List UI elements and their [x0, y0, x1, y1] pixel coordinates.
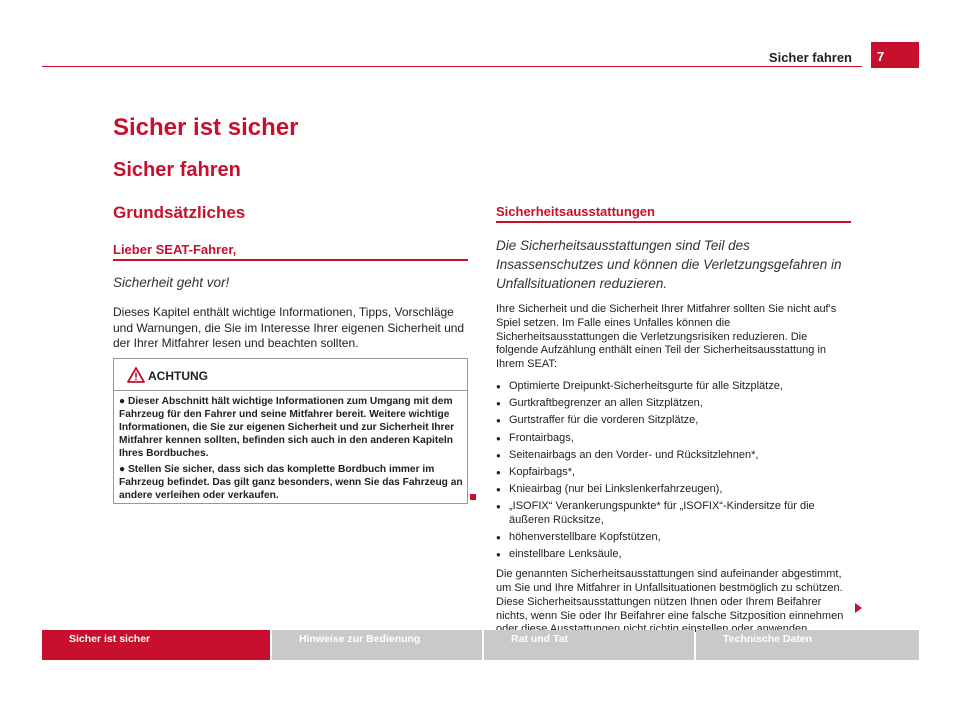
- right-column: [496, 204, 851, 637]
- header-section-title: Sicher fahren: [768, 50, 852, 65]
- continue-arrow-icon: [855, 603, 862, 613]
- list-item: ● Kopfairbags*,: [496, 466, 851, 480]
- warning-title: ACHTUNG: [148, 369, 208, 383]
- footer-tab-bedienung[interactable]: Hinweise zur Bedienung: [272, 630, 482, 660]
- warning-body: [114, 391, 467, 502]
- section-title: Sicher fahren: [113, 159, 241, 181]
- list-item: ● Gurtkraftbegrenzer an allen Sitzplätzen,: [496, 397, 851, 411]
- left-column: [113, 242, 468, 352]
- safety-features-list: [496, 380, 851, 562]
- list-item: ● Seitenairbags an den Vorder- und Rücksitzlehnen*,: [496, 449, 851, 463]
- header-rule: [42, 66, 862, 67]
- list-item: ● Gurtstraffer für die vorderen Sitzplätze,: [496, 414, 851, 428]
- warning-item: ● Dieser Abschnitt hält wichtige Informationen zum Umgang mit dem Fahrzeug für den Fahrer und seine Mitfahrer bereit. Weitere wichtige Informationen, die Sie zur eigenen Sicherheit und zur Sicherheit Ihrer Mitfahrer kennen sollten, befinden sich auch in den anderen Kapiteln Ihres Bordbuches.: [119, 396, 455, 459]
- page-number: 7: [871, 42, 919, 68]
- list-item: ● höhenverstellbare Kopfstützen,: [496, 531, 851, 545]
- list-item: ● einstellbare Lenksäule,: [496, 548, 851, 562]
- list-item: ● Frontairbags,: [496, 432, 851, 446]
- list-item: ● Optimierte Dreipunkt-Sicherheitsgurte für alle Sitzplätze,: [496, 380, 851, 394]
- right-subhead: Sicherheitsausstattungen: [496, 204, 851, 223]
- left-body: Dieses Kapitel enthält wichtige Informationen, Tipps, Vorschläge und Warnungen, die Sie im Interesse Ihrer eigenen Sicherheit und der Ihrer Mitfahrer lesen und beachten sollten.: [113, 305, 465, 350]
- warning-header: [114, 359, 467, 391]
- right-intro: Ihre Sicherheit und die Sicherheit Ihrer Mitfahrer sollten Sie nicht auf's Spiel setzen. Im Falle eines Unfalles können die Sicherheitsausstattungen die Verletzungsrisiken reduzieren. Die folgende Aufzählung enthält einen Teil der Sicherheitsausstattung in Ihrem SEAT:: [496, 303, 837, 371]
- left-lead: Sicherheit geht vor!: [113, 275, 230, 290]
- warning-item: ● Stellen Sie sicher, dass sich das komplette Bordbuch immer im Fahrzeug befindet. Das gilt ganz besonders, wenn Sie das Fahrzeug an andere verleihen oder verkaufen.: [119, 464, 463, 501]
- warning-box: [113, 358, 468, 504]
- list-item: ● Knieairbag (nur bei Linkslenkerfahrzeugen),: [496, 483, 851, 497]
- left-subhead: Lieber SEAT-Fahrer,: [113, 242, 468, 261]
- warning-triangle-icon: [127, 367, 145, 383]
- chapter-title: Sicher ist sicher: [113, 114, 299, 141]
- section-end-marker: [470, 494, 476, 500]
- right-lead: Die Sicherheitsausstattungen sind Teil des Insassenschutzes und können die Verletzungsgefahren in Unfallsituationen reduzieren.: [496, 238, 842, 291]
- footer-tab-technik[interactable]: Technische Daten: [696, 630, 919, 660]
- subsection-title: Grundsätzliches: [113, 203, 246, 222]
- footer-tab-sicher[interactable]: Sicher ist sicher: [42, 630, 270, 660]
- right-outro: Die genannten Sicherheitsausstattungen sind aufeinander abgestimmt, um Sie und Ihre Mitfahrer in Unfallsituationen bestmöglich zu schützen. Diese Sicherheitsausstattungen nützen Ihnen oder Ihrem Beifahrer nichts, wenn Sie oder Ihr Beifahrer eine falsche Sitzposition einnehmen: [496, 568, 844, 622]
- list-item: ● „ISOFIX“ Verankerungspunkte* für „ISOFIX“-Kindersitze für die äußeren Rücksitze,: [496, 500, 851, 528]
- footer-tab-rat[interactable]: Rat und Tat: [484, 630, 694, 660]
- footer-nav: [42, 630, 919, 660]
